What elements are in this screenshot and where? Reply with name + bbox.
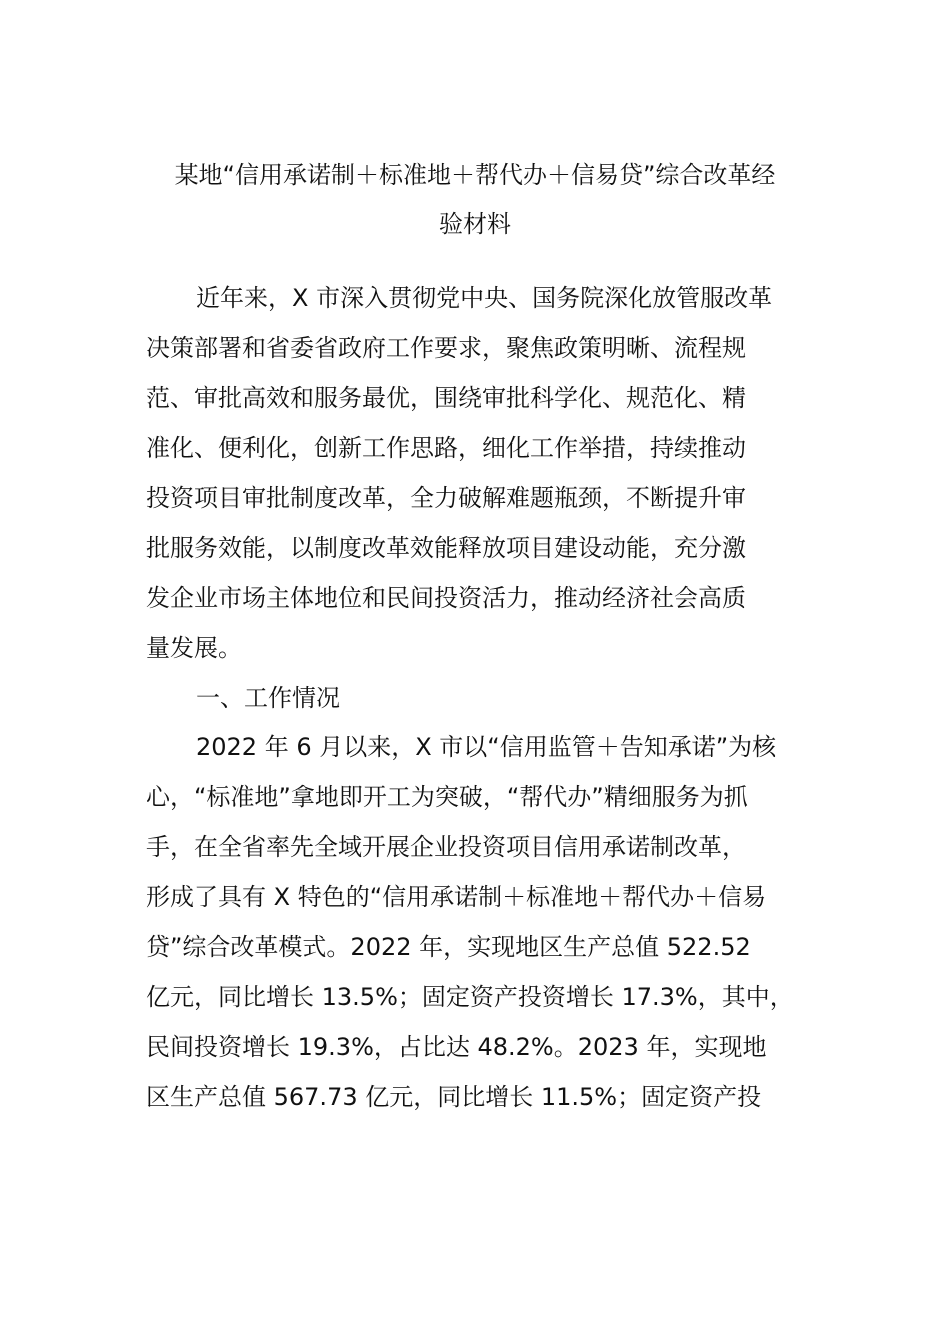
paragraph-2-line-8: 区生产总值 567.73 亿元，同比增长 11.5%；固定资产投 [146, 1083, 762, 1111]
paragraph-2-line-3: 手，在全省率先全域开展企业投资项目信用承诺制改革， [146, 833, 746, 861]
paragraph-1-line-3: 范、审批高效和服务最优，围绕审批科学化、规范化、精 [146, 384, 746, 412]
paragraph-2-line-1: 2022 年 6 月以来，X 市以“信用监管＋告知承诺”为核 [196, 733, 777, 761]
document-title-line-1: 某地“信用承诺制＋标准地＋帮代办＋信易贷”综合改革经 [174, 161, 776, 189]
paragraph-2-line-6: 亿元，同比增长 13.5%；固定资产投资增长 17.3%，其中， [146, 983, 794, 1011]
paragraph-1-line-6: 批服务效能，以制度改革效能释放项目建设动能，充分激 [146, 534, 746, 562]
paragraph-1-line-8: 量发展。 [146, 634, 242, 662]
paragraph-1-line-5: 投资项目审批制度改革，全力破解难题瓶颈，不断提升审 [146, 484, 746, 512]
paragraph-2-line-5: 贷”综合改革模式。2022 年，实现地区生产总值 522.52 [146, 933, 751, 961]
section-heading: 一、工作情况 [196, 684, 340, 712]
paragraph-1-line-1: 近年来，X 市深入贯彻党中央、国务院深化放管服改革 [196, 284, 773, 312]
paragraph-2-line-4: 形成了具有 X 特色的“信用承诺制＋标准地＋帮代办＋信易 [146, 883, 767, 911]
paragraph-1-line-7: 发企业市场主体地位和民间投资活力，推动经济社会高质 [146, 584, 746, 612]
paragraph-2-line-2: 心，“标准地”拿地即开工为突破，“帮代办”精细服务为抓 [146, 783, 748, 811]
paragraph-2-line-7: 民间投资增长 19.3%，占比达 48.2%。2023 年，实现地 [146, 1033, 767, 1061]
document-title-line-2: 验材料 [439, 210, 511, 238]
paragraph-1-line-2: 决策部署和省委省政府工作要求，聚焦政策明晰、流程规 [146, 334, 746, 362]
paragraph-1-line-4: 准化、便利化，创新工作思路，细化工作举措，持续推动 [146, 434, 746, 462]
